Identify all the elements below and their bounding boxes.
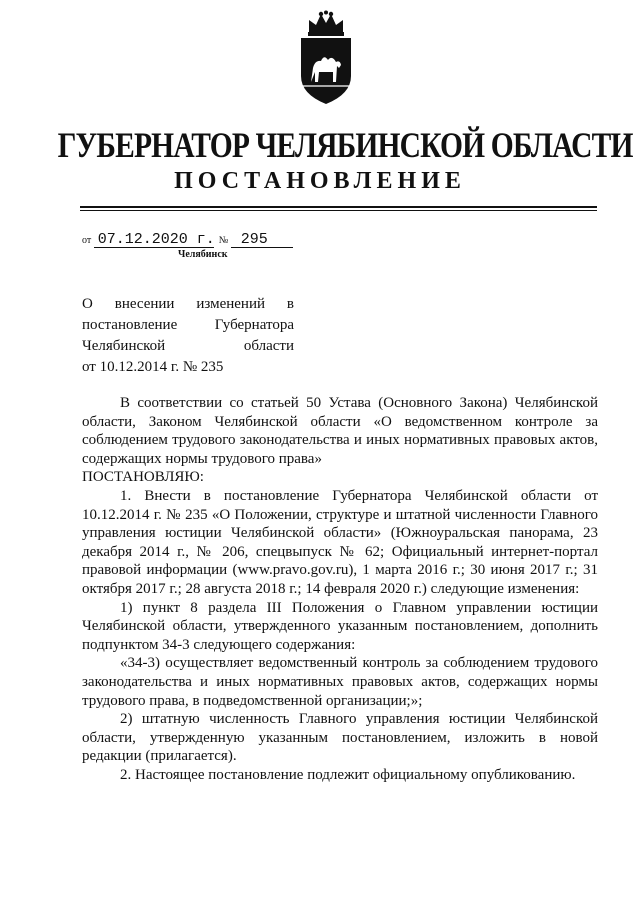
subject-last-line: от 10.12.2014 г. № 235 (82, 359, 224, 375)
header-rule-thin (80, 210, 597, 211)
subject-text: О внесении изменений в постановление Губернатора Челябинской области (82, 296, 294, 354)
issue-place: Челябинск (178, 249, 228, 260)
preamble-paragraph: В соответствии со статьей 50 Устава (Основного Закона) Челябинской области, Законом Челябинской области «О ведомственном контроле за соблюдением трудового законодательства и иных нормативных правовых актов, содержащих нормы трудового права» (82, 395, 598, 467)
item-1-1: 1) пункт 8 раздела III Положения о Главном управлении юстиции Челябинской области, утвержденного указанным постановлением, дополнить подпунктом 34-3 следующего содержания: (82, 599, 598, 653)
decree-subject (82, 294, 294, 378)
resolve-heading: ПОСТАНОВЛЯЮ: (82, 469, 204, 486)
decree-body (82, 394, 598, 784)
decree-date: 07.12.2020 г. (94, 233, 214, 248)
item-1-2: 2) штатную численность Главного управления юстиции Челябинской области, утвержденную указанным постановлением, изложить в новой редакции (прилагается). (82, 711, 598, 765)
item-1-1-quote: «34-3) осуществляет ведомственный контроль за соблюдением трудового законодательства и иных нормативных правовых актов, содержащих нормы трудового права, в подведомственной организации;»; (82, 655, 598, 709)
header-rule-thick (80, 206, 597, 208)
coat-of-arms-emblem (297, 10, 355, 106)
decree-number: 295 (231, 233, 293, 248)
decree-title: ПОСТАНОВЛЕНИЕ (174, 168, 466, 194)
item-2: 2. Настоящее постановление подлежит официальному опубликованию. (120, 766, 576, 783)
governor-title: ГУБЕРНАТОР ЧЕЛЯБИНСКОЙ ОБЛАСТИ (57, 125, 633, 165)
from-label: от (82, 235, 92, 246)
date-number-line (82, 233, 293, 248)
item-1: 1. Внести в постановление Губернатора Челябинской области от 10.12.2014 г. № 235 «О Положении, структуре и штатной численности Главного управления юстиции Челябинской области» (Южноуральская панорама, 23 декабря 2014 г., № 206, спецвыпуск № 62; Официальный интернет-портал правовой информации (www.pravo.gov.ru), 1 марта 2016 г.; 30 июня 2017 г.; 31 октября 2017 г.; 28 августа 2018 г.; 14 февраля 2020 г.) следующие изменения: (82, 487, 598, 597)
number-label: № (218, 235, 229, 246)
